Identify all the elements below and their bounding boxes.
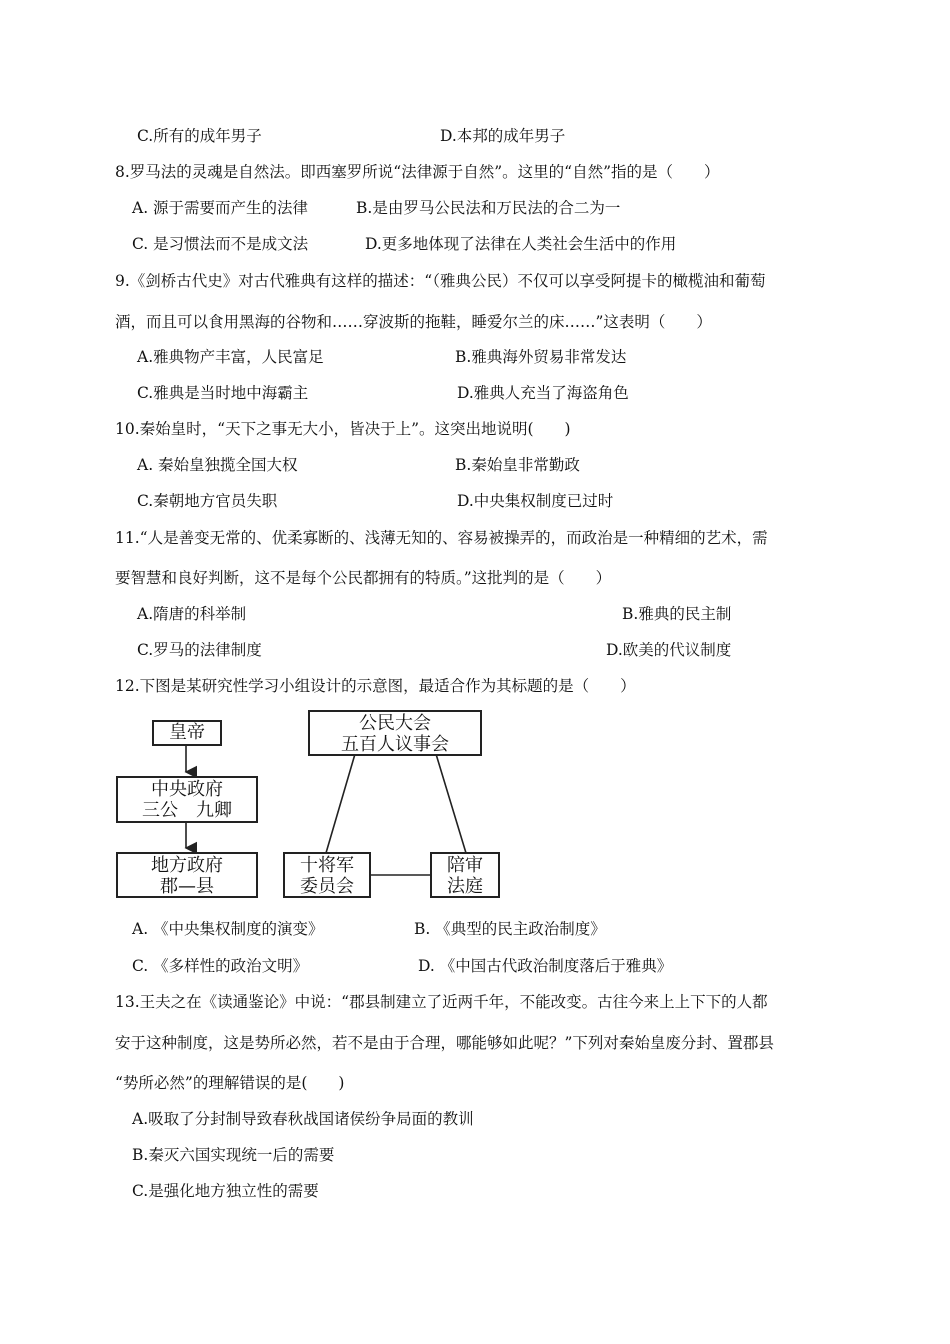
q9-option-b: B.雅典海外贸易非常发达 <box>455 348 627 366</box>
q13-stem-line1: 13.王夫之在《读通鉴论》中说：“郡县制建立了近两千年，不能改变。古往今来上上下下的人都 <box>115 993 768 1011</box>
q8-option-b: B.是由罗马公民法和万民法的合二为一 <box>356 199 621 217</box>
q8-option-c: C. 是习惯法而不是成文法 <box>132 235 309 253</box>
q8-option-d: D.更多地体现了法律在人类社会生活中的作用 <box>365 235 677 253</box>
assembly-line1: 公民大会 <box>359 713 431 734</box>
box-local-government <box>116 852 258 898</box>
q12-option-c: C. 《多样性的政治文明》 <box>132 957 309 975</box>
q10-option-d: D.中央集权制度已过时 <box>457 492 614 510</box>
q12-option-a: A. 《中央集权制度的演变》 <box>132 920 324 938</box>
box-jury-court <box>430 852 500 898</box>
generals-line2: 委员会 <box>300 876 354 897</box>
q12-option-d: D. 《中国古代政治制度落后于雅典》 <box>418 957 673 975</box>
q13-stem-line3: “势所必然”的理解错误的是( ) <box>115 1074 345 1092</box>
q9-stem-line1: 9.《剑桥古代史》对古代雅典有这样的描述：“（雅典公民）不仅可以享受阿提卡的橄榄油和葡萄 <box>115 272 766 290</box>
q11-option-c: C.罗马的法律制度 <box>137 641 262 659</box>
box-central-government <box>116 776 258 823</box>
generals-line1: 十将军 <box>300 855 354 876</box>
q7-option-c: C.所有的成年男子 <box>137 127 262 145</box>
line-assembly-to-generals <box>326 754 355 853</box>
q13-option-a: A.吸取了分封制导致春秋战国诸侯纷争局面的教训 <box>132 1110 474 1128</box>
q12-stem: 12.下图是某研究性学习小组设计的示意图，最适合作为其标题的是（ ） <box>115 677 636 695</box>
q11-stem-line2: 要智慧和良好判断，这不是每个公民都拥有的特质。”这批判的是（ ） <box>115 569 612 587</box>
assembly-line2: 五百人议事会 <box>341 734 449 755</box>
box-emperor <box>152 720 222 746</box>
local-line1: 地方政府 <box>151 855 223 876</box>
line-assembly-to-court <box>436 754 466 853</box>
q10-stem: 10.秦始皇时，“天下之事无大小，皆决于上”。这突出地说明( ) <box>115 420 571 438</box>
local-line2: 郡—县 <box>160 876 214 897</box>
box-emperor-label: 皇帝 <box>169 722 205 743</box>
q13-option-b: B.秦灭六国实现统一后的需要 <box>132 1146 335 1164</box>
q10-option-c: C.秦朝地方官员失职 <box>137 492 278 510</box>
central-line2: 三公 九卿 <box>142 800 232 821</box>
q9-stem-line2: 酒，而且可以食用黑海的谷物和……穿波斯的拖鞋，睡爱尔兰的床……”这表明（ ） <box>115 313 712 331</box>
q9-option-c: C.雅典是当时地中海霸主 <box>137 384 309 402</box>
court-line2: 法庭 <box>447 876 483 897</box>
q7-option-d: D.本邦的成年男子 <box>440 127 566 145</box>
q8-stem: 8.罗马法的灵魂是自然法。即西塞罗所说“法律源于自然”。这里的“自然”指的是（ ） <box>115 163 720 181</box>
q13-option-c: C.是强化地方独立性的需要 <box>132 1182 319 1200</box>
q9-option-d: D.雅典人充当了海盗角色 <box>457 384 629 402</box>
q10-option-a: A. 秦始皇独揽全国大权 <box>137 456 298 474</box>
q9-option-a: A.雅典物产丰富，人民富足 <box>137 348 324 366</box>
box-citizen-assembly <box>308 710 482 756</box>
box-ten-generals <box>283 852 371 898</box>
q11-option-a: A.隋唐的科举制 <box>137 605 247 623</box>
court-line1: 陪审 <box>447 855 483 876</box>
q10-option-b: B.秦始皇非常勤政 <box>455 456 580 474</box>
q13-stem-line2: 安于这种制度，这是势所必然，若不是由于合理，哪能够如此呢？”下列对秦始皇废分封、置郡县 <box>115 1034 774 1052</box>
q11-stem-line1: 11.“人是善变无常的、优柔寡断的、浅薄无知的、容易被操弄的，而政治是一种精细的艺术，需 <box>115 529 768 547</box>
q11-option-d: D.欧美的代议制度 <box>606 641 732 659</box>
q12-option-b: B. 《典型的民主政治制度》 <box>414 920 606 938</box>
q11-option-b: B.雅典的民主制 <box>622 605 732 623</box>
q8-option-a: A. 源于需要而产生的法律 <box>132 199 309 217</box>
central-line1: 中央政府 <box>151 779 223 800</box>
